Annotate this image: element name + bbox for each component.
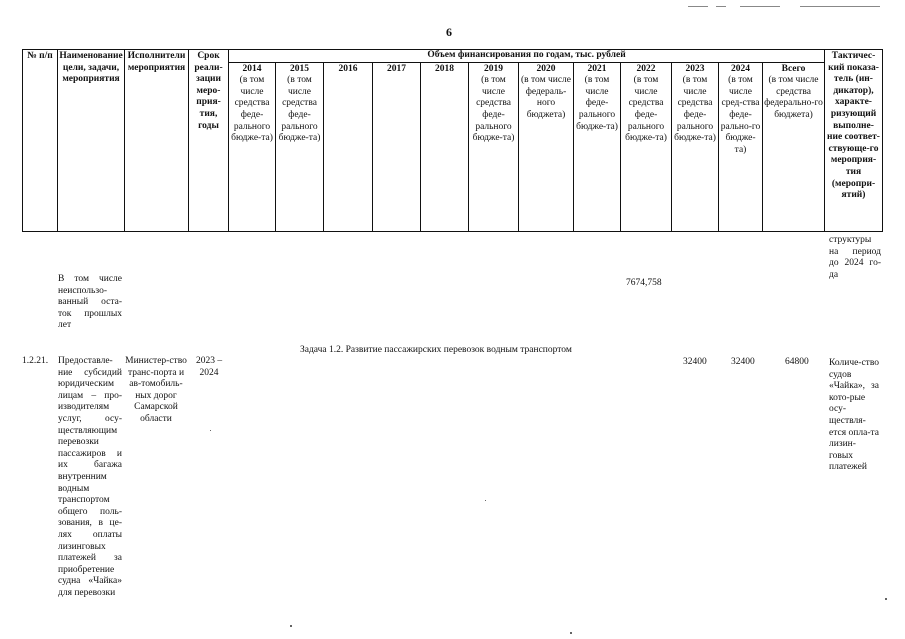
scan-speck bbox=[485, 500, 486, 501]
row-value-2023: 32400 bbox=[683, 357, 707, 367]
header-col-indicator: Тактичес-кий показа-тель (ин-дикатор), характе-ризующий выполне-ние соответ-ствующе-го мероприя-тия (меропри-ятий) bbox=[825, 50, 883, 232]
header-col-term: Срок реали-зации меро-прия-тия, годы bbox=[189, 50, 229, 232]
year-label: 2015 bbox=[290, 63, 309, 74]
header-table bbox=[22, 49, 883, 232]
header-year-2021 bbox=[574, 62, 621, 231]
carryover-value-2022: 7674,758 bbox=[626, 278, 662, 288]
header-year-2023 bbox=[672, 62, 719, 231]
header-col-number: № п/п bbox=[23, 50, 58, 232]
scan-artifact bbox=[716, 6, 726, 7]
scan-speck bbox=[210, 430, 211, 431]
year-note: (в том числе сред-ства феде-рально-го бюдже-та) bbox=[720, 75, 761, 155]
row-executor: Министер-ство транс-порта и ав-томобиль-ных дорог Самарской области bbox=[125, 356, 187, 424]
header-year-2018 bbox=[421, 62, 469, 231]
header-year-2022 bbox=[621, 62, 672, 231]
header-year-2019 bbox=[469, 62, 519, 231]
carryover-label: В том числе неиспользо-ванный оста-ток прошлых лет bbox=[58, 274, 122, 331]
header-financing-title: Объем финансирования по годам, тыс. рублей bbox=[229, 50, 825, 63]
row-total: 64800 bbox=[785, 357, 809, 367]
header-year-2016 bbox=[324, 62, 373, 231]
page-number: 6 bbox=[446, 25, 452, 39]
year-label: 2022 bbox=[636, 63, 656, 74]
year-label: 2024 bbox=[731, 63, 750, 74]
scan-artifact bbox=[800, 6, 880, 7]
header-total bbox=[763, 62, 825, 231]
year-label: 2018 bbox=[435, 63, 454, 74]
year-label: 2023 bbox=[685, 63, 705, 74]
row-term: 2023 – 2024 bbox=[195, 356, 223, 378]
row-value-2024: 32400 bbox=[731, 357, 755, 367]
year-label: 2020 bbox=[536, 63, 556, 74]
scan-speck bbox=[290, 625, 292, 627]
scan-speck bbox=[570, 632, 572, 634]
total-label: Всего bbox=[781, 63, 806, 74]
row-indicator: Количе-ство судов «Чайка», за кото-рые осу-ществля-ется опла-та лизин-говых платежей bbox=[829, 358, 880, 473]
row-number: 1.2.21. bbox=[22, 356, 49, 366]
total-note: (в том числе средства федерально-го бюджета) bbox=[764, 75, 823, 120]
year-note: (в том числе средства феде-рального бюдже-та) bbox=[231, 75, 273, 144]
row-name: Предоставле-ние субсидий юридическим лицам – про-изводителям услуг, осу-ществляющим перевозки пассажиров и их багажа внутренним водным транспортом общего поль-зования, в це-лях оплаты лизинговых платежей за приобретение судна «Чайка» для перевозки bbox=[58, 356, 122, 598]
scan-speck bbox=[885, 598, 887, 600]
year-note: (в том числе средства феде-рального бюдже-та) bbox=[472, 75, 515, 144]
indicator-continuation: структуры на период до 2024 го-да bbox=[829, 235, 881, 280]
year-label: 2014 bbox=[242, 63, 262, 74]
header-year-2024 bbox=[719, 62, 763, 231]
header-year-2017 bbox=[373, 62, 421, 231]
header-col-executor: Исполнители мероприятия bbox=[125, 50, 189, 232]
year-note: (в том числе феде-рального бюдже-та) bbox=[576, 75, 618, 132]
year-label: 2017 bbox=[387, 63, 406, 74]
header-col-name: Наименование цели, задачи, мероприятия bbox=[58, 50, 125, 232]
year-note: (в том числе средства феде-рального бюдже-та) bbox=[278, 75, 321, 144]
header-year-2020 bbox=[519, 62, 574, 231]
year-note: (в том числе средства феде-рального бюдже-та) bbox=[625, 75, 667, 144]
scan-artifact bbox=[688, 6, 708, 7]
scan-artifact bbox=[740, 6, 780, 7]
task-title: Задача 1.2. Развитие пассажирских перевозок водным транспортом bbox=[300, 345, 572, 355]
year-note: (в том числе средства феде-рального бюдже-та) bbox=[674, 75, 716, 144]
year-label: 2019 bbox=[484, 63, 503, 74]
year-label: 2021 bbox=[587, 63, 607, 74]
header-year-2015 bbox=[276, 62, 324, 231]
header-year-2014 bbox=[229, 62, 276, 231]
year-note: (в том числе федераль-ного бюджета) bbox=[520, 75, 572, 120]
year-label: 2016 bbox=[338, 63, 358, 74]
